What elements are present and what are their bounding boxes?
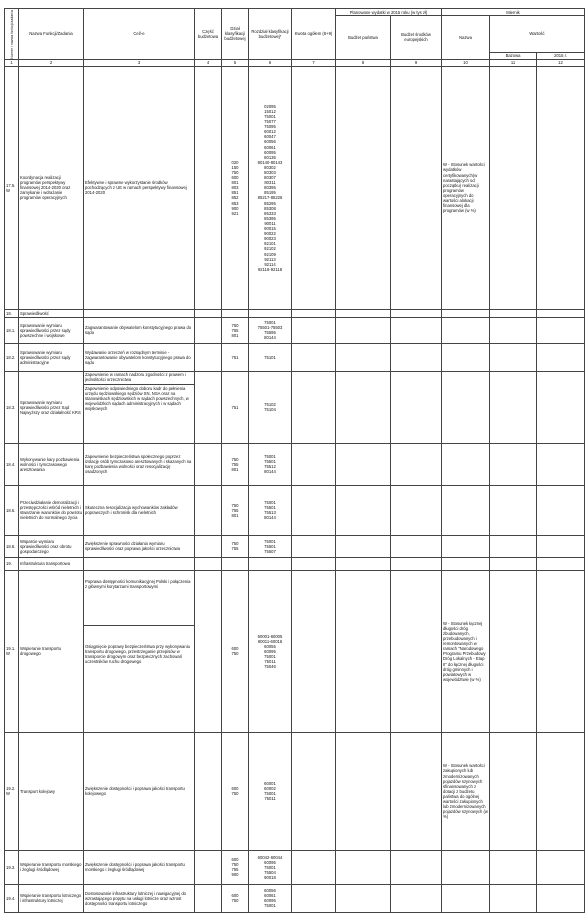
row-dzial: 750 755 801 — [222, 443, 249, 485]
header-kwota: Kwota ogółem (8+9) — [292, 9, 336, 60]
row-cel — [84, 371, 195, 443]
row-id: 18.4. — [5, 443, 19, 485]
col-number: 4 — [195, 59, 222, 66]
row-id: 19.1. W — [5, 570, 19, 732]
row-id: 18.5. — [5, 485, 19, 535]
row-rozdzial: 75001 75501 75507 — [249, 535, 292, 557]
header-id: Numer i nazwa funkcji/zadania — [5, 9, 19, 60]
col-number: 9 — [391, 59, 442, 66]
header-miernik-nazwa: Nazwa — [442, 16, 490, 60]
row-id: 18.1. — [5, 317, 19, 343]
row-dzial: 600 750 — [222, 570, 249, 732]
table-row — [5, 850, 585, 884]
row-nazwa: Sprawowanie wymiaru sprawiedliwości przez sądy administracyjne — [19, 343, 84, 371]
header-planowane: Planowane wydatki w 2015 roku (w tys zł) — [336, 9, 442, 16]
row-id: 19.2. W — [5, 732, 19, 850]
row-nazwa: Transport kolejowy — [19, 732, 84, 850]
row-nazwa: Koordynacja realizacji programów perspektywy finansowej 2014-2020 oraz zamykanie i wdrażanie programów operacyjnych — [19, 66, 84, 309]
row-dzial: 600 750 755 900 — [222, 850, 249, 884]
row-cel-a: Zapewnienie w ramach nadzoru zgodności z prawem i jednolitości orzecznictwa — [84, 372, 194, 384]
header-budzet-eu: Budżet środków europejskich — [391, 16, 442, 60]
row-cel: Zwiększenie sprawności działania wymiaru sprawiedliwości oraz poprawa jakości orzecznictwa — [84, 535, 195, 557]
row-cel: Zwiększenie dostępności i poprawa jakości transportu morskiego i żeglugi śródlądowej — [84, 850, 195, 884]
row-cel: Skuteczna resocjalizacja wychowanków zakładów poprawczych i schronisk dla nieletnich — [84, 485, 195, 535]
row-rozdzial: 60056 60061 60095 75001 — [249, 884, 292, 912]
col-number: 1 — [5, 59, 19, 66]
table-row — [5, 443, 585, 485]
header-budzet-panstwa: Budżet państwa — [336, 16, 391, 60]
row-nazwa: Przeciwdziałanie demoralizacji i przestępczości wśród nieletnich i stwarzanie warunków do powrotu nieletnich do normalnego życia — [19, 485, 84, 535]
col-number: 12 — [537, 59, 585, 66]
row-rozdzial: 75001 75501 75512 80144 — [249, 443, 292, 485]
row-cel-a: Poprawa dostępności komunikacyjnej Polski i połączenia z głównymi korytarzami transportowymi — [84, 571, 194, 625]
row-dzial: 750 755 801 — [222, 485, 249, 535]
row-cel: Dostosowanie infrastruktury lotniczej i nawigacyjnej do wzrastającego popytu na usługi lotnicze oraz wzrost dostępności transportu lotniczego — [84, 884, 195, 912]
col-number: 3 — [84, 59, 195, 66]
row-bazowa — [490, 66, 537, 309]
col-number: 5 — [222, 59, 249, 66]
row-budzet-eu — [391, 66, 442, 309]
row-2015 — [537, 66, 585, 309]
header-bazowa: Bazowa — [490, 52, 537, 59]
row-id: 17.5. W — [5, 66, 19, 309]
row-cel: Zagwarantowanie obywatelom konstytucyjnego prawa do sądu — [84, 317, 195, 343]
table-row — [5, 732, 585, 850]
row-rozdzial: 60001-60005 60011-60016 60055 60095 75001 75011 75046 — [249, 570, 292, 732]
row-rozdzial: 75101 — [249, 343, 292, 371]
row-nazwa: Wykonywanie kary pozbawienia wolności i tymczasowego aresztowania — [19, 443, 84, 485]
row-id: 19.3. — [5, 850, 19, 884]
row-rozdzial: 75001 75501-75503 75595 80144 — [249, 317, 292, 343]
row-dzial: 600 750 — [222, 884, 249, 912]
header-dzial: Dział klasyfikacji budżetowej — [222, 9, 249, 60]
row-rozdzial: 75001 75501 75513 80144 — [249, 485, 292, 535]
row-id: 18.3. — [5, 371, 19, 443]
table-row — [5, 317, 585, 343]
col-number: 10 — [442, 59, 490, 66]
col-number: 2 — [19, 59, 84, 66]
table-row — [5, 343, 585, 371]
row-id: 18.6. — [5, 535, 19, 557]
row-cel: Zwiększenie dostępności i poprawa jakości transportu kolejowego — [84, 732, 195, 850]
header-wartosc: Wartość — [490, 16, 585, 53]
col-number: 7 — [292, 59, 336, 66]
row-dzial: 020 150 750 600 801 803 851 852 853 900 921 — [222, 66, 249, 309]
table-row — [5, 309, 585, 317]
row-czesc — [195, 66, 222, 309]
table-row — [5, 66, 585, 309]
row-nazwa: Wspieranie transportu drogowego — [19, 570, 84, 732]
row-cel-b: Zapewnienie odpowiedniego doboru kadr do pełnienia urzędu sędziowskiego sędziów SN, NSA oraz na stanowiskach sędziowskich w sądach powszechnych, w wojewódzkich sądach administracyjnych i w sądach wojskowych — [85, 385, 189, 411]
row-id: 18. — [5, 309, 19, 317]
row-nazwa: Infrastruktura transportowa — [19, 557, 84, 570]
table-row — [5, 557, 585, 570]
row-id: 19. — [5, 557, 19, 570]
row-nazwa: Wspieranie transportu lotniczego i infrastruktury lotniczej — [19, 884, 84, 912]
row-cel: Efektywne i sprawne wykorzystanie środków pochodzących z UE w ramach perspektywy finansowej 2014-2020 — [84, 66, 195, 309]
header-nazwa: Nazwa Funkcji/Zadania — [19, 9, 84, 60]
row-dzial: 751 — [222, 343, 249, 371]
row-nazwa: Wspieranie transportu morskiego i żeglugi śródlądowej — [19, 850, 84, 884]
row-nazwa: Sprawiedliwość — [19, 309, 84, 317]
row-cel — [84, 570, 195, 732]
row-rozdzial: 02095 15012 75001 75077 75095 60012 60047 60056 60061 60095 80136 80140-80143 80302 80303 80307 80311 80395 85195 85217-85226 85295 85308 85333 85395 90011 90015 90022 90023 92101 92102 92109 92113 92114 92116-92118 — [249, 66, 292, 309]
row-rozdzial: 60042-60044 60095 75001 75504 90018 — [249, 850, 292, 884]
table-row — [5, 535, 585, 557]
column-number-row — [5, 59, 585, 66]
row-id: 19.4. — [5, 884, 19, 912]
header-czesc: Część budżetowa — [195, 9, 222, 60]
row-nazwa: Wsparcie wymiaru sprawiedliwości oraz obrotu gospodarczego — [19, 535, 84, 557]
row-cel: Wydawanie orzeczeń w rozsądnym terminie - zagwarantowanie obywatelom konstytucyjnego prawa do sądu — [84, 343, 195, 371]
header-rozdzial: Rozdział klasyfikacji budżetowej* — [249, 9, 292, 60]
row-dzial: 750 755 801 — [222, 317, 249, 343]
table-row — [5, 570, 585, 732]
table-row — [5, 485, 585, 535]
budget-table — [4, 8, 585, 913]
row-cel: Zapewnienie bezpieczeństwa społecznego poprzez izolację osób tymczasowo aresztowanych i skazanych na karę pozbawienia wolności oraz resocjalizację osadzonych — [84, 443, 195, 485]
col-number: 11 — [490, 59, 537, 66]
col-number: 6 — [249, 59, 292, 66]
row-miernik: W - Stosunek wartości wydatków certyfikowanych(w narastających od początku) realizacji programów operacyjnych do wartości alokacji finansowej dla programów (w %) — [442, 66, 490, 309]
row-miernik: W - Stosunek łącznej długości dróg zbudowanych, przebudowanych i remontowanych w ramach "Narodowego Programu Przebudowy Dróg Lokalnych - Etap II" do łącznej długości dróg gminnych i powiatowych w województwie (w %) — [442, 570, 490, 732]
row-budzet-panstwa — [336, 66, 391, 309]
header-cele: Cel/-e — [84, 9, 195, 60]
table-row — [5, 884, 585, 912]
table-row — [5, 371, 585, 443]
row-dzial: 750 755 — [222, 535, 249, 557]
row-nazwa: Sprawowanie wymiaru sprawiedliwości przez sądy powszechne i wojskowe — [19, 317, 84, 343]
row-id: 18.2. — [5, 343, 19, 371]
row-cel-b: Osiągnięcie poprawy bezpieczeństwa przy wykonywaniu transportu drogowego, przestrzeganie przepisów w transporcie drogowym oraz bezpiecznych zachowań uczestników ruchu drogowego — [85, 643, 190, 664]
row-dzial: 751 — [222, 371, 249, 443]
col-number: 8 — [336, 59, 391, 66]
row-dzial: 600 750 — [222, 732, 249, 850]
row-nazwa: Sprawowanie wymiaru sprawiedliwości przez Sąd Najwyższy oraz działalność KRS — [19, 371, 84, 443]
row-kwota — [292, 66, 336, 309]
row-rozdzial: 75102 75104 — [249, 371, 292, 443]
row-miernik: W - Stosunek wartości zakupionych lub zmodernizowanych pojazdów szynowych sfinansowanych z dotacji z budżetu państwa do ogólnej wartości zakupionych lub zmodernizowanych pojazdów szynowych (w %) — [442, 732, 490, 850]
row-rozdzial: 60001 60002 75001 75011 — [249, 732, 292, 850]
header-2015: 2015 r. — [537, 52, 585, 59]
header-miernik: Miernik — [442, 9, 585, 16]
